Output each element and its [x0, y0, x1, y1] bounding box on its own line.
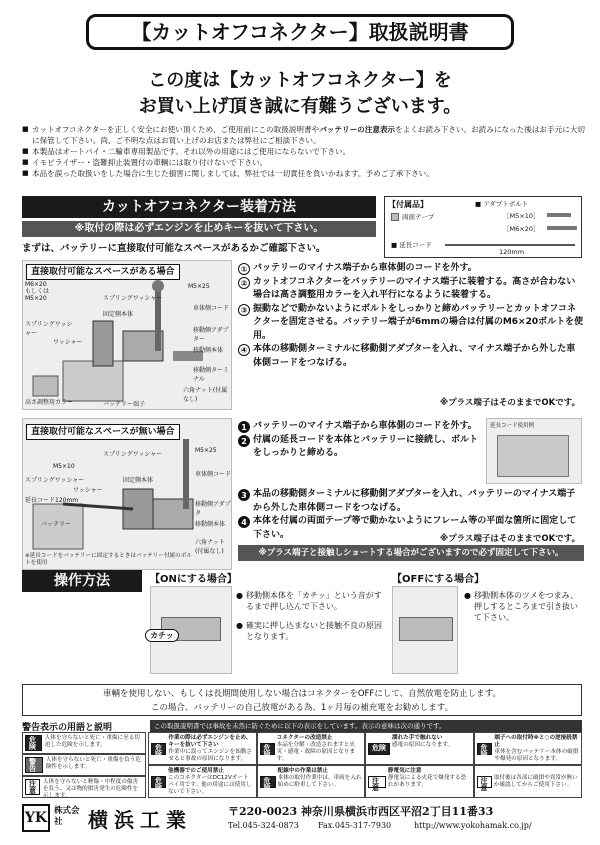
warning-item: 危険 作業の際は必ずエンジンを止め、キーを抜いて下さい 作業中に誤ってエンジンを始動させると事故の原因になります。	[148, 732, 257, 765]
fig-label: スプリングワッシャー	[25, 477, 85, 484]
storage-note: 車輌を使用しない、もしくは長期間使用しない場合はコネクターをOFFにして、自然放電を防止します。 この場合、バッテリーの自己放電がある為、1ヶ月毎の補充電をお勧めします。	[22, 684, 582, 716]
step-item: ② カットオフコネクターをバッテリーのマイナス端子に装着する。高さが合わない場合は高さ調整用カラーを入れ平行になるように装着する。	[238, 276, 584, 303]
warning-item: 危険 配線中の作業は禁止 本体の取付作業中は、車両を入れ始めに駐車して下さい。	[257, 765, 366, 798]
list-item: ● 確実に押し込まないと接触不良の原因となります。	[236, 621, 382, 641]
bolt-icon	[547, 213, 571, 217]
fig-label: 延長コード120mm	[25, 497, 79, 504]
fig-label: 高さ調整用カラー	[25, 399, 74, 406]
caution-icon: 注意	[25, 779, 40, 795]
bolt-icon	[547, 226, 577, 230]
accessories-heading: 【付属品】	[388, 200, 428, 209]
accessories-box	[384, 196, 582, 258]
photo-example	[486, 418, 582, 484]
warning-icon: 警告	[25, 757, 43, 773]
fig-label: スプリングワッシャー	[103, 295, 163, 302]
off-figure	[392, 586, 458, 674]
fig-label: スプリングワッシャー	[25, 321, 73, 337]
install-warning: ※取付の際は必ずエンジンを止めキーを抜いて下さい。	[22, 221, 376, 237]
case-a-steps	[238, 262, 584, 370]
step-item: 4 本体を付属の両面テープ等で動かないようにフレーム等の平面な箇所に固定して下さい。	[238, 515, 584, 542]
fig-label: バッテリー端子	[103, 401, 146, 408]
intro-list	[22, 124, 588, 179]
tape-label: 両面テープ	[402, 213, 435, 221]
step-item: 1 バッテリーのマイナス端子から車体側のコードを外す。	[238, 420, 482, 434]
warning-item: 注意 取付後は各部に破損や異常が無いか確認してからご使用下さい。	[474, 765, 583, 798]
fig-caption: ※延長コードをバッテリーに固定するときはバッテリー付属のボルトを使用	[25, 553, 192, 566]
case-b-note: ※プラス端子はそのままでOKです。	[439, 534, 580, 544]
bolt-m5-label: ［M5×10］	[503, 212, 540, 220]
step-item: ③ 振動などで動かないようにボルトをしっかりと締めバッテリーとカットオフコネクターを固定させる。バッテリー端子が6mmの場合は付属のM6×20ボルトを使用。	[238, 303, 584, 344]
photo-caption: 延長コード使用例	[490, 423, 535, 429]
intro-item: ■ 本品を誤った取扱いをした場合に生じた損害に関しましては、弊社では一切責任を負いかねます。予めご了承下さい。	[22, 168, 588, 179]
on-heading: 【ONにする場合】	[150, 574, 237, 585]
intro-item: ■ イモビライザー・盗難抑止装置付の車輌には取り付けないで下さい。	[22, 157, 588, 168]
fig-label: 車体側コード	[195, 471, 232, 478]
warning-level: 注意 人体を守らないと軽傷・中程度の傷害を負う、又は物的損害発生の危険性を示します。	[22, 776, 146, 798]
company-logo: YK	[22, 804, 50, 832]
fig-label: 固定側本体	[123, 477, 154, 484]
intro-item: ■ カットオフコネクターを正しく安全にお使い頂くため、ご使用前にこの取扱説明書やバッテリーの注意表示をよくお読み下さい。お読みになった後はお手元に大切に保管して下さい。尚、ご不明な点はお買い上げのお店または弊社にご相談下さい。	[22, 124, 588, 146]
intro-item: ■ 本製品はオートバイ・二輪車専用製品です。それ以外の用途にはご使用にならないで下さい。	[22, 146, 588, 157]
fig-label: スプリングワッシャー	[103, 451, 163, 458]
warning-levels	[22, 732, 146, 798]
battery-photo	[497, 435, 569, 477]
case-b-steps-top	[238, 420, 482, 461]
fig-label: 移動側本体	[193, 347, 224, 354]
company-url[interactable]: http://www.yokohamak.co.jp/	[414, 821, 532, 830]
company-type: 株式会社	[54, 806, 80, 827]
case-b-figure	[22, 418, 232, 570]
company-fax: Fax.045-317-7930	[318, 821, 392, 830]
fig-label: ワッシャー	[73, 487, 103, 494]
list-item: ● 移動側本体のツメをつまみ、押しするところまで引き抜いて下さい。	[464, 591, 579, 622]
fig-label: M6×20 もしくは M5×20	[25, 281, 50, 302]
company-tel: Tel.045-324-0873	[228, 821, 299, 830]
fig-label: 移動側ターミナル	[193, 367, 230, 383]
fig-label: 車体側コード	[193, 305, 230, 312]
warning-item: 注意 静電気に注意 静電気による火花で爆発する恐れがあります。	[365, 765, 474, 798]
step-item: ④ 本体の移動側ターミナルに移動側アダプターを入れ、マイナス端子から外した車体側コードをつなげる。	[238, 343, 584, 370]
connector-image	[399, 617, 453, 641]
case-a-figure	[22, 260, 232, 410]
step-item: ① バッテリーのマイナス端子から車体側のコードを外す。	[238, 262, 584, 276]
off-heading: 【OFFにする場合】	[392, 574, 485, 585]
install-heading: カットオフコネクター装着方法	[22, 196, 376, 218]
fig-label: 六角ナット(付属なし)	[183, 387, 228, 403]
list-item: ● 移動側本体を「カチッ」という音がするまで押し込んで下さい。	[236, 591, 382, 611]
warning-item: 危険 コネクターの改造禁止 本品を分解・改造されますと火災・感電・故障の原因となります。	[257, 732, 366, 765]
warning-item: 危険 端子への取付時※と○の逆接続禁止 車体を含むバッテリー本体の破損や爆発の原因となります。	[474, 732, 583, 765]
operation-heading: 操作方法	[22, 570, 142, 592]
fig-label: 移動側本体	[195, 521, 226, 528]
step-item: 2 付属の延長コードを本体とバッテリーに接続し、ボルトをしっかりと締める。	[238, 434, 482, 461]
company-name: 横浜工業	[88, 808, 192, 832]
warning-item: 危険 濡れた手で触れない 感電の原因になります。	[365, 732, 474, 765]
warnings-heading: 警告表示の用語と説明	[22, 723, 113, 733]
fig-label: 移動側アダプタ	[195, 501, 231, 517]
fig-label: 六角ナット(付属なし)	[195, 539, 225, 555]
company-address: 〒220-0023 神奈川県横浜市西区平沼2丁目11番33	[228, 805, 494, 818]
danger-icon: 危険	[25, 735, 42, 751]
bolt-m6-label: ［M6×20］	[503, 225, 540, 233]
case-b-warning: ※プラス端子と接触しショートする場合がございますので必ず固定して下さい。	[238, 545, 584, 561]
fig-label: 固定側本体	[103, 311, 134, 318]
case-a-label: 直接取付可能なスペースがある場合	[26, 264, 180, 280]
greeting-line-1: この度は【カットオフコネクター】を	[148, 70, 452, 91]
fig-label: バッテリー	[41, 521, 72, 528]
cord-icon	[445, 244, 575, 246]
case-a-note: ※プラス端子はそのままでOKです。	[439, 398, 580, 408]
fig-label: M5×10	[53, 463, 75, 470]
bolt-heading: ■ アダプトボルト	[475, 200, 529, 208]
warning-items	[148, 732, 582, 798]
greeting-line-2: お買い上げ頂き誠に有難うございます。	[138, 96, 462, 117]
warning-level: 警告 人体を守らないと死亡・重傷を負う危険性を示します。	[22, 754, 146, 776]
warning-item: 危険 他機器でのご使用禁止 このコネクターはDC12Vオートバイ用です。他の用途には使用しないで下さい。	[148, 765, 257, 798]
fig-label: M5×25	[195, 447, 217, 454]
install-check: まずは、バッテリーに直接取付可能なスペースがあるかご確認下さい。	[22, 243, 326, 254]
cord-label: ■ 延長コード	[391, 241, 432, 249]
document-title: 【カットオフコネクター】取扱説明書	[86, 14, 514, 50]
off-bullets	[464, 590, 584, 623]
step-item: 3 本品の移動側ターミナルに移動側アダプターを入れ、バッテリーのマイナス端子から外した車体側コードをつなげる。	[238, 488, 584, 515]
fig-label: 移動側アダプター	[193, 327, 229, 343]
warnings-subhead: この取扱説明書では事故を未然に防ぐために以下の表示をしています。表示の意味は次の通りです。	[150, 720, 582, 732]
cord-length: 120mm	[499, 248, 525, 256]
case-b-label: 直接取付可能なスペースが無い場合	[26, 424, 180, 440]
fig-label: ワッシャー	[53, 339, 83, 346]
fig-label: M5×25	[188, 283, 210, 290]
click-callout: カチッ	[145, 629, 179, 642]
warning-level: 危険 人体を守らないと死亡・重傷に至る切迫した危険を示します。	[22, 732, 146, 754]
tape-icon	[391, 213, 399, 221]
on-bullets	[236, 590, 386, 642]
on-figure	[150, 586, 232, 674]
